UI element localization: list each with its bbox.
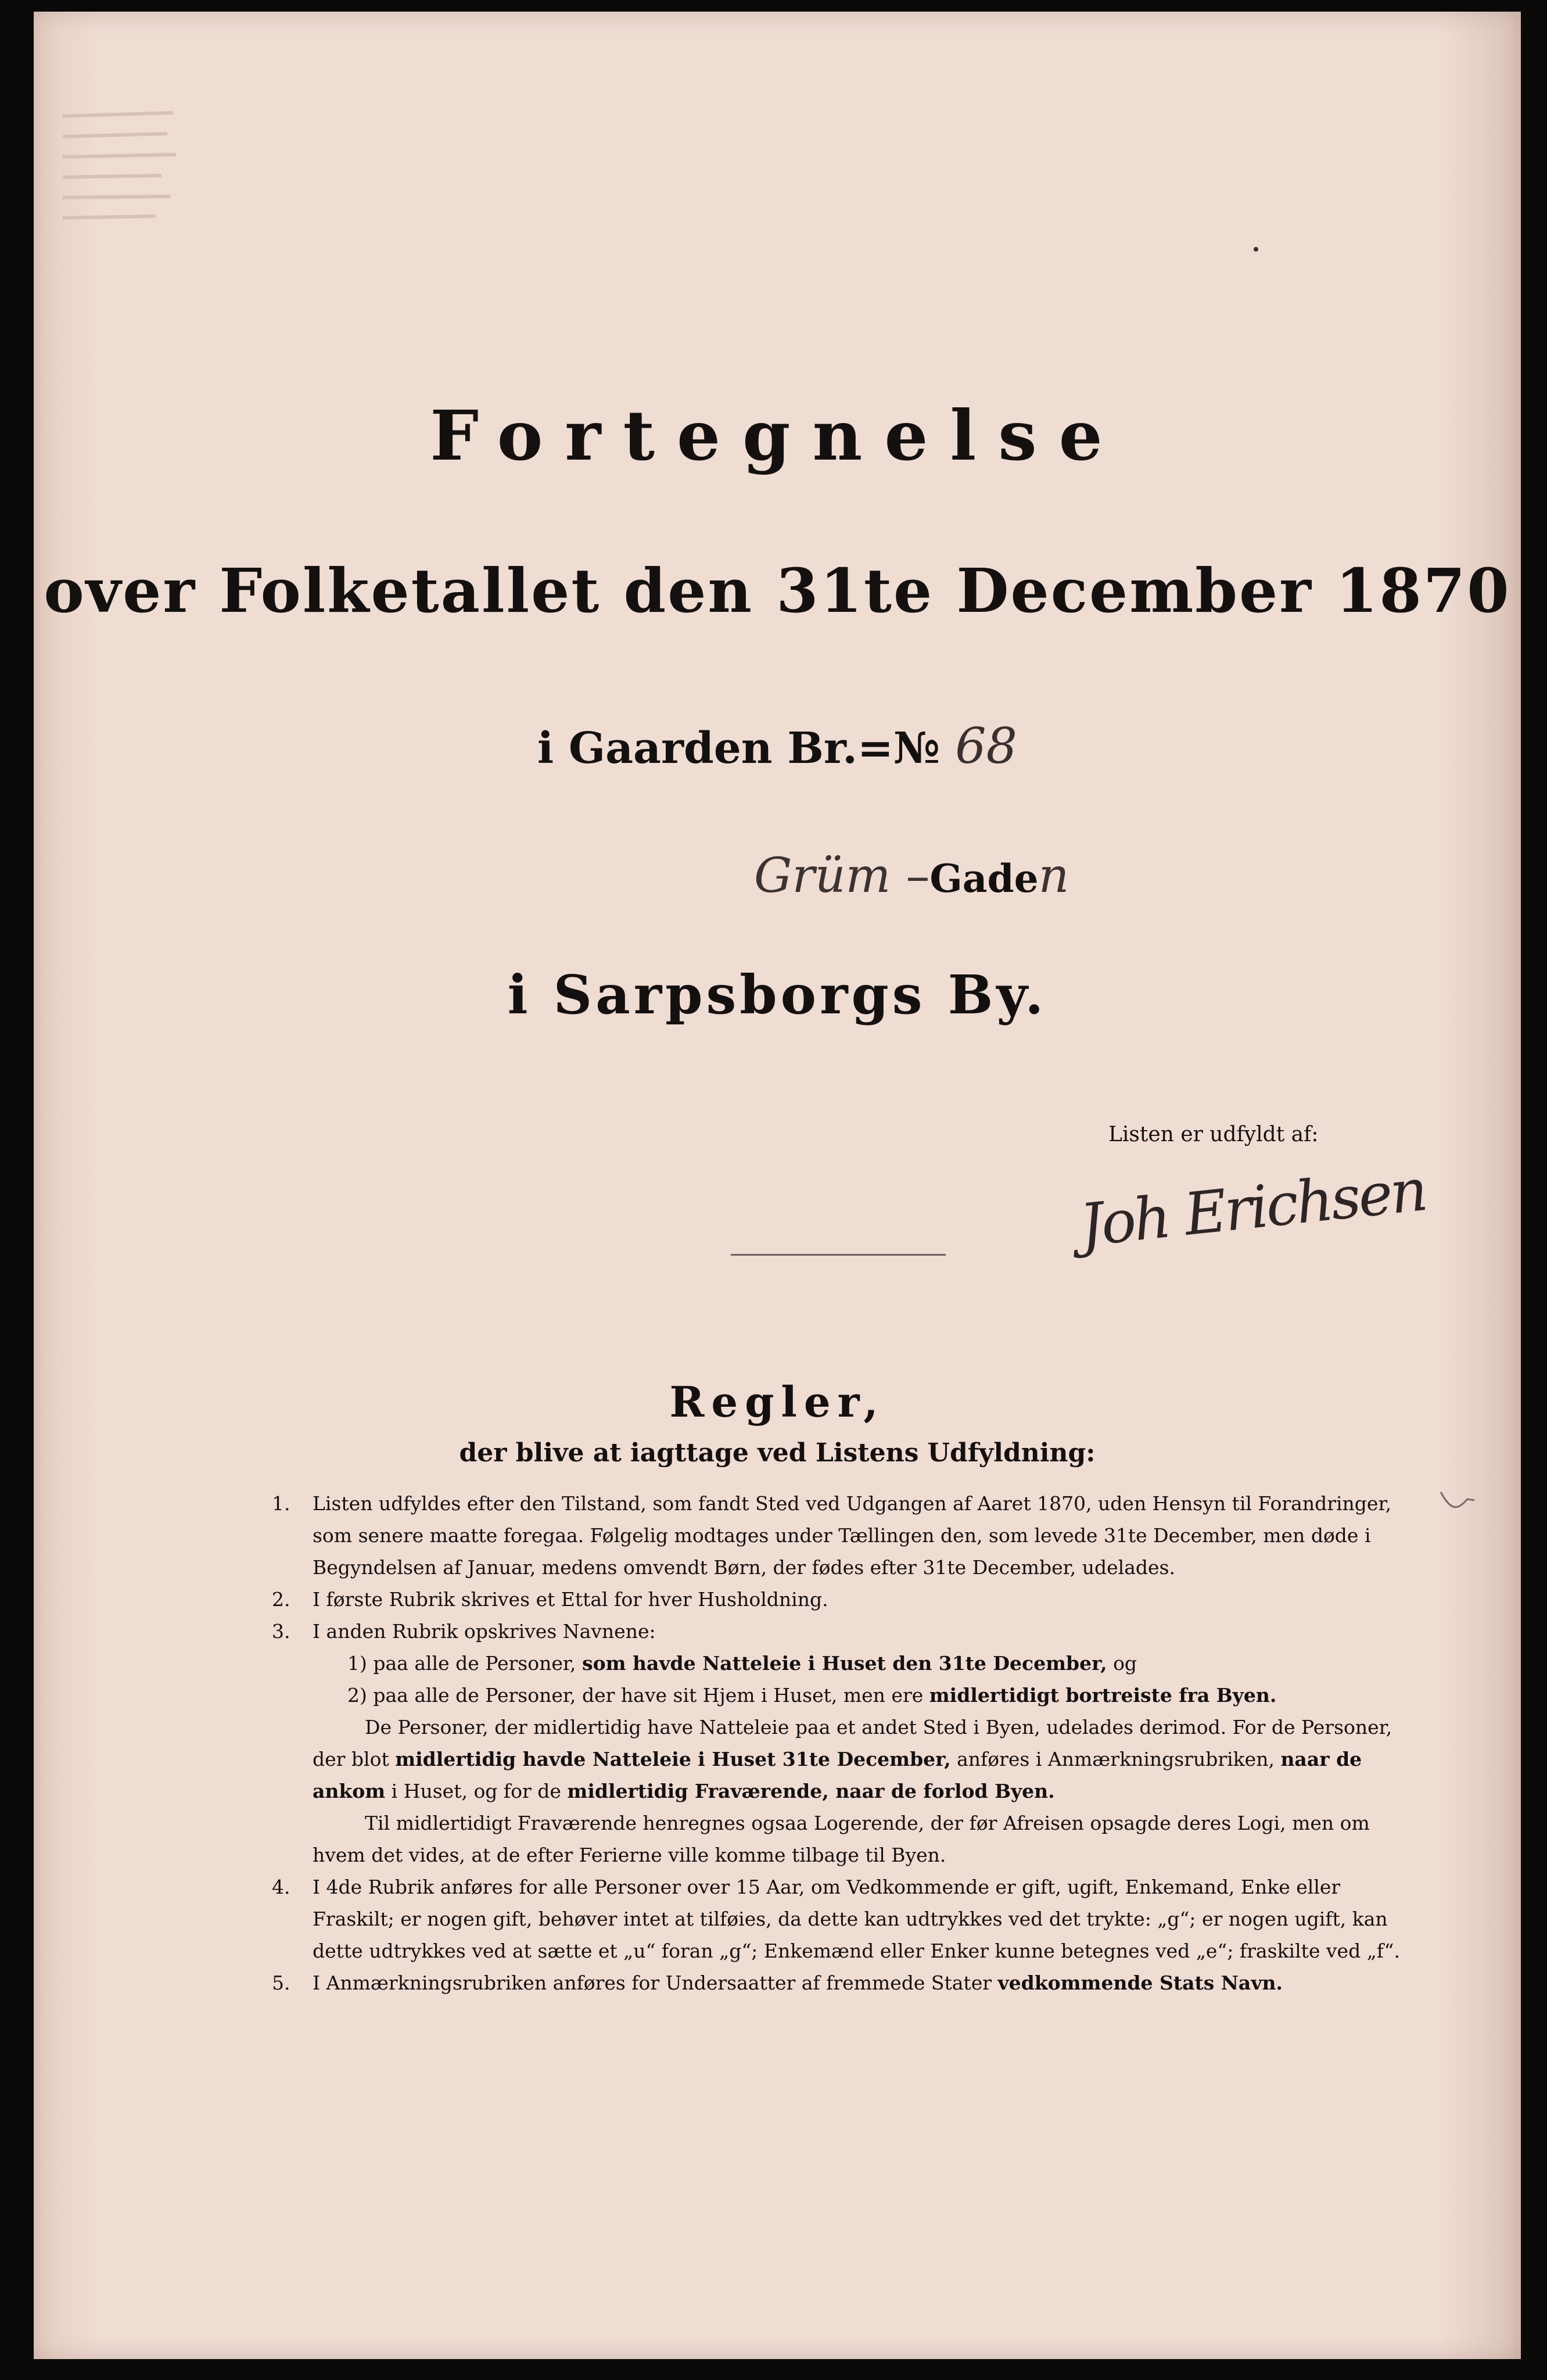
- rule-paragraph: [313, 1711, 1405, 1807]
- rule-paragraph-text: i Huset, og for de: [385, 1780, 568, 1802]
- street-label: Gade: [929, 856, 1039, 901]
- rule-text: I Anmærkningsrubriken anføres for Undersaatter af fremmede Stater: [313, 1972, 998, 1994]
- rule-text: Listen udfyldes efter den Tilstand, som fandt Sted ved Udgangen af Aaret 1870, uden Hensyn til Forandringer, som senere maatte foregaa. Følgelig modtages under Tællingen den, som levede 31te December, men døde i Begyndelsen af Januar, medens omvendt Børn, der fødes efter 31te December, udelades.: [313, 1492, 1392, 1579]
- rules-subtitle: der blive at iagttage ved Listens Udfyldning:: [459, 1438, 1096, 1468]
- rule-item: [272, 1967, 1405, 1999]
- rule-emphasis: vedkommende Stats Navn.: [997, 1972, 1283, 1994]
- rule-paragraph-text: anføres i Anmærkningsrubriken,: [950, 1748, 1281, 1770]
- faded-stamp-mark: [57, 105, 185, 256]
- rule-number: 3.: [272, 1620, 290, 1643]
- ink-speck: [1254, 247, 1258, 252]
- rule-text: I anden Rubrik opskrives Navnene:: [313, 1620, 656, 1643]
- rule-text: I 4de Rubrik anføres for alle Personer over 15 Aar, om Vedkommende er gift, ugift, Enkemand, Enke eller Fraskilt; er nogen gift, behøver intet at tilføies, da dette kan udtrykkes ved det trykte: „g“; er nogen ugift, kan dette udtrykkes ved at sætte et „u“ foran „g“; Enkemænd eller Enker kunne betegnes ved „e“; fraskilte ved „f“.: [313, 1876, 1400, 1962]
- street-line: Grüm –Gaden: [754, 848, 1069, 904]
- rules-title: Regler,: [669, 1377, 885, 1426]
- section-divider: [731, 1254, 946, 1256]
- rule-item: [272, 1583, 1405, 1615]
- enumerator-signature: Joh Erichsen: [1076, 1156, 1429, 1260]
- street-name-handwritten: Grüm: [754, 848, 891, 904]
- gaard-number-handwritten: 68: [955, 718, 1017, 775]
- rule-subitem-text: 2) paa alle de Personer, der have sit Hjem i Huset, men ere: [347, 1684, 929, 1707]
- form-subtitle: over Folketallet den 31te December 1870: [44, 555, 1511, 626]
- rule-paragraph: Til midlertidigt Fraværende henregnes ogsaa Logerende, der før Afreisen opsagde deres Logi, men om hvem det vides, at de efter Ferierne ville komme tilbage til Byen.: [313, 1812, 1370, 1866]
- census-form-page: [34, 12, 1521, 2359]
- margin-pencil-mark: [1440, 1488, 1486, 1522]
- rule-item: [272, 1615, 1405, 1871]
- rule-emphasis: midlertidig havde Natteleie i Huset 31te December,: [395, 1748, 951, 1770]
- rule-emphasis: midlertidig Fraværende, naar de forlod Byen.: [567, 1780, 1055, 1802]
- rule-subitem-text: og: [1107, 1652, 1137, 1675]
- street-suffix-handwritten: n: [1038, 848, 1069, 904]
- form-title: Fortegnelse: [430, 395, 1125, 476]
- rule-number: 4.: [272, 1876, 290, 1898]
- rule-text: I første Rubrik skrives et Ettal for hver Husholdning.: [313, 1588, 828, 1611]
- rule-subitem-text: 1) paa alle de Personer,: [347, 1652, 583, 1675]
- rule-item: [272, 1488, 1405, 1583]
- rule-emphasis: midlertidigt bortreiste fra Byen.: [929, 1684, 1277, 1707]
- filled-by-label: Listen er udfyldt af:: [1108, 1123, 1319, 1146]
- rules-list: [272, 1488, 1405, 1999]
- rule-item: [272, 1871, 1405, 1967]
- rule-subitem: [313, 1679, 1405, 1711]
- gaard-prefix: i Gaarden Br.=№: [537, 723, 941, 773]
- city-line: i Sarpsborgs By.: [507, 963, 1047, 1026]
- rule-number: 1.: [272, 1492, 290, 1515]
- rule-paragraph-text: De Personer, der midlertidig have Natteleie paa et andet Sted i Byen, udelades derimod. For de Personer, der blot: [313, 1716, 1392, 1770]
- rule-number: 2.: [272, 1588, 290, 1611]
- gaard-number-line: [34, 718, 1521, 775]
- rule-number: 5.: [272, 1972, 290, 1994]
- rule-emphasis: naar de ankom: [313, 1748, 1362, 1802]
- rule-subitem: [313, 1647, 1405, 1679]
- rule-emphasis: som havde Natteleie i Huset den 31te December,: [582, 1652, 1107, 1675]
